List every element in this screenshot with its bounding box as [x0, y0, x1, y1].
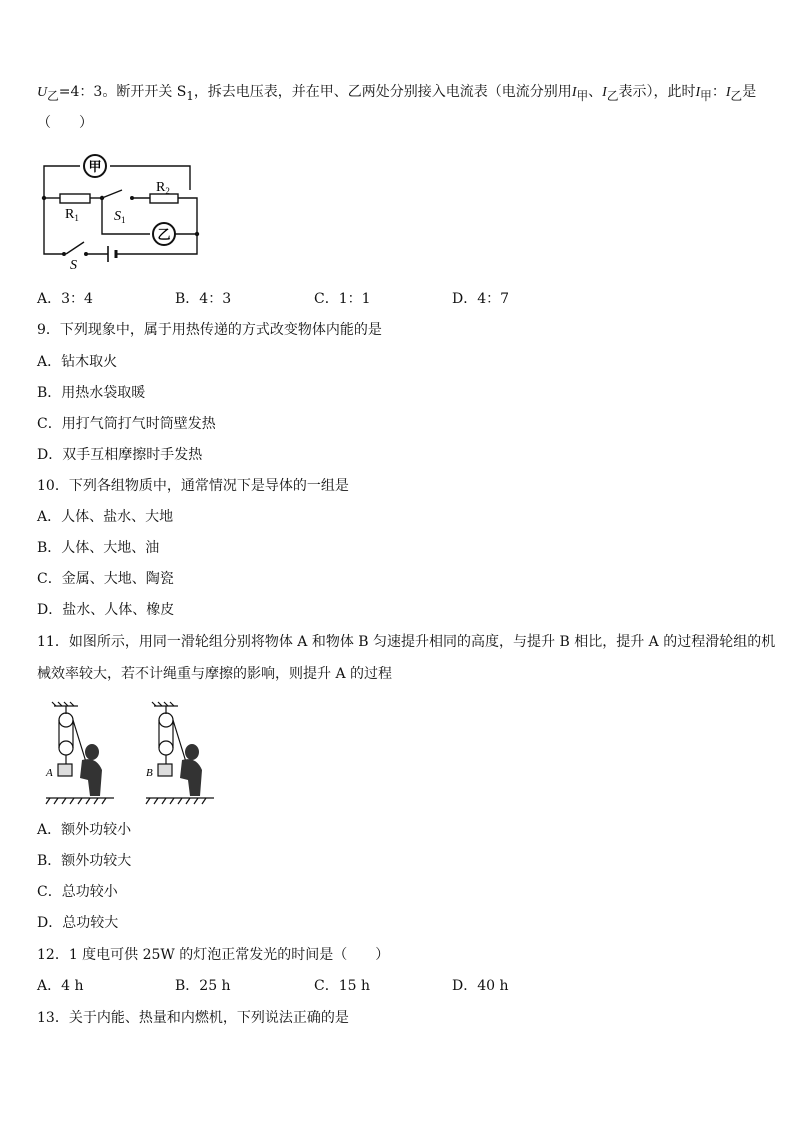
q9-option-a[interactable]: A．钻木取火 — [37, 354, 118, 370]
q8-options — [37, 289, 737, 309]
s-label: S — [70, 258, 77, 270]
subscript: 甲 — [576, 88, 589, 103]
object-b-label: B — [146, 767, 153, 779]
q9-stem: 9．下列现象中，属于用热传递的方式改变物体内能的是 — [37, 322, 382, 338]
text-run: 、 — [588, 84, 603, 100]
current-symbol: I — [571, 85, 577, 100]
option-a[interactable]: A．4 h — [37, 978, 84, 994]
option-d[interactable]: D．4：7 — [452, 291, 510, 307]
option-a[interactable]: A．3：4 — [37, 291, 93, 307]
text-run: ： — [711, 84, 726, 100]
current-symbol: I — [602, 85, 607, 100]
text-run: =4：3。断开开关 S — [58, 84, 187, 100]
q10-option-d[interactable]: D．盐水、人体、橡皮 — [37, 602, 175, 618]
text-run: 是 — [742, 84, 757, 100]
q9-option-c[interactable]: C．用打气筒打气时筒壁发热 — [37, 416, 216, 432]
current-symbol: I — [725, 85, 731, 100]
q9-option-b[interactable]: B．用热水袋取暖 — [37, 385, 146, 401]
q11-option-a[interactable]: A．额外功较小 — [37, 822, 132, 838]
subscript: 乙 — [730, 88, 743, 103]
q12-options — [37, 976, 737, 996]
subscript: 甲 — [700, 88, 712, 103]
q9-option-d[interactable]: D．双手互相摩擦时手发热 — [37, 447, 203, 463]
object-a-label: A — [46, 767, 53, 779]
q13-stem: 13．关于内能、热量和内燃机，下列说法正确的是 — [37, 1010, 349, 1026]
text-run: 表示），此时 — [618, 84, 696, 100]
current-symbol: I — [695, 85, 701, 100]
subscript: 乙 — [606, 88, 619, 103]
text-run: ，拆去电压表，并在甲、乙两处分别接入电流表（电流分别用 — [193, 84, 572, 100]
s1-label: $S_1$ — [114, 209, 126, 225]
r1-label: $R_1$ — [65, 207, 79, 223]
q10-stem: 10．下列各组物质中，通常情况下是导体的一组是 — [37, 478, 349, 494]
q11-stem-line1: 11．如图所示，用同一滑轮组分别将物体 A 和物体 B 匀速提升相同的高度，与提升 B 相比，提升 A 的过程滑轮组的机 — [37, 634, 776, 650]
option-b[interactable]: B．25 h — [175, 978, 231, 994]
circuit-diagram — [40, 150, 205, 270]
q11-option-b[interactable]: B．额外功较大 — [37, 853, 132, 869]
option-b[interactable]: B．4：3 — [175, 291, 232, 307]
voltage-symbol: U — [37, 85, 48, 100]
subscript: 1 — [186, 88, 194, 103]
q11-option-c[interactable]: C．总功较小 — [37, 884, 118, 900]
subscript: 乙 — [47, 88, 59, 103]
q10-option-c[interactable]: C．金属、大地、陶瓷 — [37, 571, 174, 587]
pulley-figure — [40, 700, 220, 808]
option-c[interactable]: C．15 h — [314, 978, 370, 994]
q10-option-b[interactable]: B．人体、大地、油 — [37, 540, 160, 556]
q10-option-a[interactable]: A．人体、盐水、大地 — [37, 509, 174, 525]
option-d[interactable]: D．40 h — [452, 978, 509, 994]
q8-answer-paren: （ ） — [37, 115, 93, 131]
meter-yi-label: 乙 — [157, 227, 171, 242]
q8-stem-line — [37, 82, 756, 106]
q11-option-d[interactable]: D．总功较大 — [37, 915, 119, 931]
option-c[interactable]: C．1：1 — [314, 291, 371, 307]
q12-stem: 12．1 度电可供 25W 的灯泡正常发光的时间是（ ） — [37, 947, 390, 963]
r2-label: $R_2$ — [156, 180, 170, 196]
meter-jia-label: 甲 — [88, 159, 102, 174]
q11-stem-line2: 械效率较大，若不计绳重与摩擦的影响，则提升 A 的过程 — [37, 666, 393, 682]
